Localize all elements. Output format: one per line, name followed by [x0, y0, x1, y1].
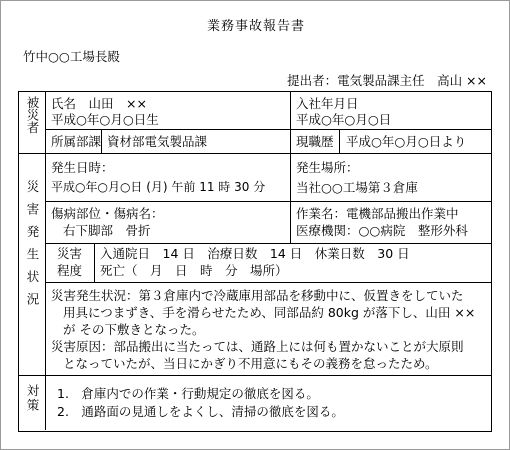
measure-item-2: 2. 通路面の見通しをよくし、清掃の徹底を図る。 — [57, 404, 344, 419]
hire-date: 平成○年○月○日 — [296, 112, 392, 127]
victim-name: 氏名 山田 ×× — [51, 96, 147, 111]
place-value: 当社○○工場第３倉庫 — [296, 180, 418, 195]
victim-birth-date: 平成○年○月○日生 — [51, 112, 159, 127]
cause-line-2: となっていたが、当日にかぎり不用意にもその義務を怠ったため。 — [63, 356, 438, 371]
situation-line-2: 用具につまずき、手を滑らせたため、同部品約 80kg が落下し、山田 ×× — [63, 305, 476, 320]
work-name: 作業名：電機部品搬出作業中 — [296, 206, 459, 221]
place-label: 発生場所： — [296, 160, 359, 175]
divider-injury — [45, 243, 491, 244]
divider-severity — [45, 282, 491, 283]
severity-label-1: 災害 — [57, 246, 83, 261]
severity-label-2: 程度 — [57, 263, 83, 278]
hire-label: 入社年月日 — [296, 96, 359, 111]
divider-victim-row — [45, 129, 491, 130]
measure-item-1: 1. 倉庫内での作業・行動規定の徹底を図る。 — [57, 386, 319, 401]
divider-datetime — [45, 201, 491, 202]
accident-section-label: 災害発生状況 — [25, 180, 40, 315]
situation-line-1: 災害発生状況：第３倉庫内で冷蔵庫用部品を移動中に、仮置きをしていた — [51, 288, 464, 303]
divider-severity-col — [94, 243, 95, 282]
divider-accident-end — [19, 375, 491, 376]
dept-value: 資材部電気製品課 — [107, 134, 208, 149]
report-form — [18, 91, 492, 432]
datetime-value: 平成○年○月○日 (月) 午前 11 時 30 分 — [51, 180, 266, 194]
dept-label: 所属部課 — [51, 134, 102, 149]
injury-value: 右下脚部 骨折 — [63, 223, 151, 238]
divider-role-col — [339, 129, 340, 153]
injury-label: 傷病部位・傷病名： — [51, 206, 164, 221]
divider-victim-col — [290, 92, 291, 153]
role-value: 平成○年○月○日より — [346, 134, 467, 149]
severity-line-2: 死亡（ 月 日 時 分 場所） — [100, 263, 288, 278]
victim-section-label: 被災者 — [25, 96, 40, 134]
addressee: 竹中○○工場長殿 — [23, 49, 120, 64]
severity-line-1: 入通院日 14 日 治療日数 14 日 休業日数 30 日 — [100, 246, 410, 261]
submitter: 提出者：電気製品課主任 高山 ×× — [287, 73, 487, 88]
cause-line-1: 災害原因：部品搬出に当たっては、通路上には何も置かないことが大原則 — [51, 339, 464, 354]
measures-section-label: 対策 — [25, 384, 40, 413]
datetime-label: 発生日時： — [51, 160, 114, 175]
document-title: 業務事故報告書 — [206, 19, 305, 34]
role-label: 現職歴 — [296, 134, 334, 149]
situation-line-3: が その下敷きとなった。 — [63, 322, 205, 337]
divider-accident-col — [290, 153, 291, 243]
divider-victim-end — [19, 153, 491, 154]
label-column-divider — [45, 92, 46, 430]
medical-institution: 医療機関：○○病院 整形外科 — [296, 223, 468, 238]
divider-dept-col — [101, 129, 102, 153]
